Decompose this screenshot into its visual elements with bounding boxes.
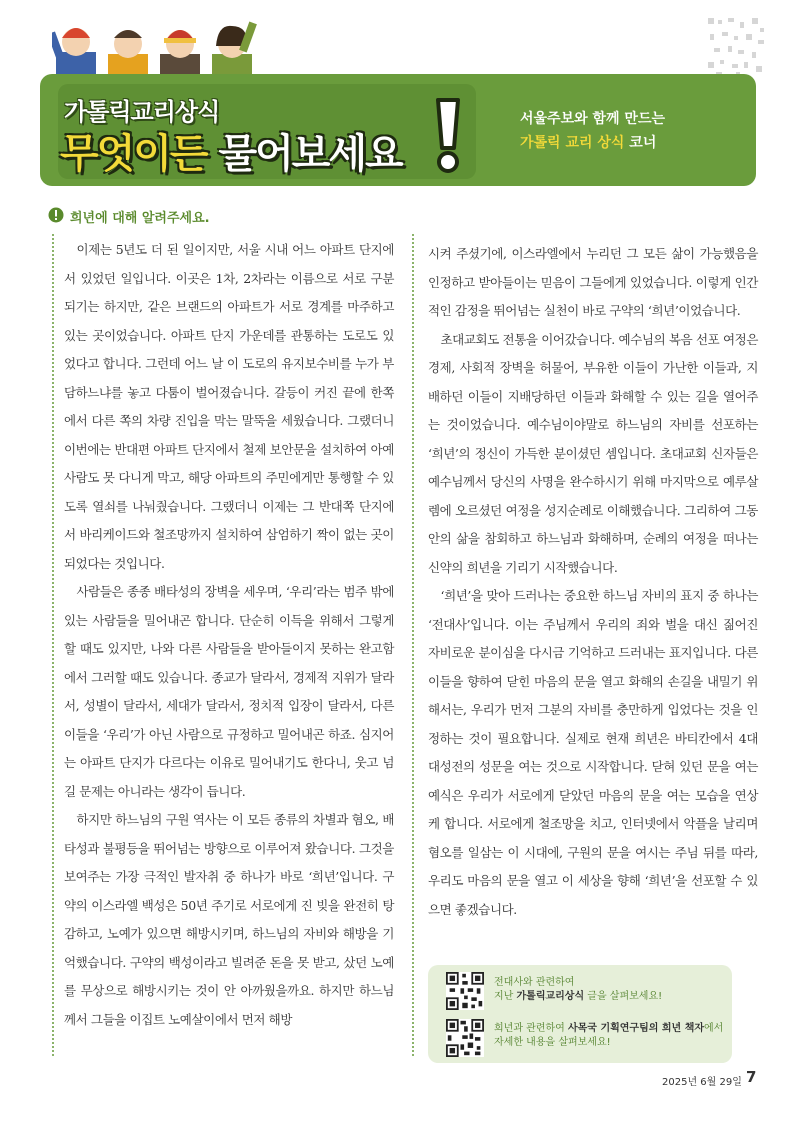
qr-caption-2-line2: 자세한 내용을 살펴보세요! <box>494 1037 611 1048</box>
kids-illustration <box>52 12 258 82</box>
qr-caption-1-pre: 지난 <box>494 991 517 1002</box>
qr-caption-1-line1: 전대사와 관련하여 <box>494 977 575 988</box>
exclamation-icon <box>432 96 464 176</box>
paragraph: 초대교회도 전통을 이어갔습니다. 예수님의 복음 선포 여정은 경제, 사회적 장벽을 허물어, 부유한 이들이 가난한 이들과, 지배하던 이들이 지배당하던 이들과 화해할 수 있는 길을 열어주는 것이었습니다. 예수님이야말로 하느님의 자비를 선포하는 ‘희년’의 정신이 가득한 분이셨던 셈입니다. 초대교회 신자들은 예수님께서 당신의 사명을 완수하시기 위해 마지막으로 예루살렘에 오르셨던 여정을 성지순례로 이해했습니다. 그리하여 그동안의 삶을 참회하고 하느님과 화해하며, 순례의 여정을 떠나는 신약의 희년을 기리기 시작했습니다. <box>428 331 758 575</box>
qr-caption-2 <box>494 1022 723 1050</box>
qr-caption-1 <box>494 976 662 1004</box>
paragraph: 하지만 하느님의 구원 역사는 이 모든 종류의 차별과 혐오, 배타성과 불평등을 뛰어넘는 방향으로 이루어져 왔습니다. 그것을 보여주는 가장 극적인 발자취 중 하나가 바로 ‘희년’입니다. 구약의 이스라엘 백성은 50년 주기로 서로에게 진 빚을 완전히 탕감하고, 노예가 있으면 해방시키며, 하느님의 자비와 해방을 기억했습니다. 구약의 백성이라고 빌려준 돈을 못 받고, 샀던 노예를 무상으로 해방시키는 것이 안 아까웠을까요. 하지만 하느님께서 그들을 이집트 노예살이에서 먼저 해방 <box>64 812 394 1027</box>
issue-date: 2025년 6월 29일 <box>662 1077 742 1088</box>
qr-caption-1-post: 글을 살펴보세요! <box>584 991 663 1002</box>
header-kicker: 가톨릭교리상식 <box>64 98 220 126</box>
paragraph: 시켜 주셨기에, 이스라엘에서 누리던 그 모든 삶이 가능했음을 인정하고 받아들이는 믿음이 그들에게 있었습니다. 이렇게 인간적인 감정을 뛰어넘는 실천이 바로 구약의 ‘희년’이었습니다. <box>428 246 758 318</box>
header-subline-1: 서울주보와 함께 만드는 <box>520 111 665 127</box>
kid-4-icon <box>212 22 257 82</box>
qr-caption-2-post: 에서 <box>704 1023 724 1034</box>
page-number: 7 <box>746 1068 757 1086</box>
qr-caption-2-pre: 희년과 관련하여 <box>494 1023 568 1034</box>
header-title-part2: 물어보세요 <box>206 131 402 177</box>
exclamation-circle-icon <box>48 207 64 223</box>
header-subline-2 <box>520 132 656 152</box>
qr-code-icon[interactable] <box>446 972 484 1010</box>
paragraph: 이제는 5년도 더 된 일이지만, 서울 시내 어느 아파트 단지에서 있었던 일입니다. 이곳은 1차, 2차라는 이름으로 서로 구분되기는 하지만, 같은 브랜드의 아파트가 서로 경계를 마주하고 있는 곳이었습니다. 아파트 단지 가운데를 관통하는 도로도 있었다고 합니다. 그런데 어느 날 이 도로의 유지보수비를 누가 부담하느냐를 놓고 다툼이 벌어졌습니다. 갈등이 커진 끝에 한쪽에서 다른 쪽의 차량 진입을 막는 말뚝을 세웠습니다. 그랬더니 이번에는 반대편 아파트 단지에서 철제 보안문을 설치하여 아예 사람도 못 다니게 막고, 해당 아파트의 주민에게만 통행할 수 있도록 열쇠를 나눠줬습니다. 그랬더니 이제는 그 반대쪽 단지에서 바리케이드와 철조망까지 설치하여 삼엄하기 짝이 없는 곳이 되었다는 것입니다. <box>64 242 394 571</box>
qr-code-top-icon <box>706 16 768 78</box>
column-rule-left <box>52 234 54 1056</box>
header-main-title <box>60 122 402 179</box>
qr-caption-2-bold: 사목국 기획연구팀의 희년 책자 <box>567 1023 705 1034</box>
header-title-part1: 무엇이든 <box>60 131 207 177</box>
question-title: 희년에 대해 알려주세요. <box>70 211 210 226</box>
paragraph: ‘희년’을 맞아 드러나는 중요한 하느님 자비의 표지 중 하나는 ‘전대사’입니다. 이는 주님께서 우리의 죄와 벌을 대신 짊어진 자비로운 분이심을 다시금 기억하고 드러내는 표지입니다. 다른 이들을 향하여 닫힌 마음의 문을 열고 화해의 손길을 내밀기 위해서는, 우리가 먼저 그분의 자비를 충만하게 입었다는 것을 인정하는 것이 필요합니다. 실제로 현재 희년은 바티칸에서 4대 대성전의 성문을 여는 것으로 시작합니다. 닫혀 있던 문을 여는 예식은 우리가 서로에게 닫았던 마음의 문을 여는 모습을 연상케 합니다. 서로에게 철조망을 치고, 인터넷에서 악플을 날리며 혐오를 일삼는 이 시대에, 구원의 문을 여시는 주님 뒤를 따라, 우리도 마음의 문을 열고 이 세상을 향해 ‘희년’을 선포할 수 있으면 좋겠습니다. <box>428 588 758 917</box>
article-column-right <box>428 240 758 924</box>
qr-code-icon[interactable] <box>446 1019 484 1057</box>
column-rule-right <box>412 234 414 1056</box>
header-subline-rest: 코너 <box>624 135 657 151</box>
paragraph: 사람들은 종종 배타성의 장벽을 세우며, ‘우리’라는 범주 밖에 있는 사람들을 밀어내곤 합니다. 단순히 이득을 위해서 그렇게 할 때도 있지만, 나와 다른 사람들을 받아들이지 못하는 완고함에서 그러할 때도 있습니다. 종교가 달라서, 경제적 지위가 달라서, 성별이 달라서, 세대가 달라서, 정치적 입장이 달라서, 다른 이들을 ‘우리’가 아닌 사람으로 규정하고 밀어내곤 하죠. 심지어는 아파트 단지가 다르다는 이유로 밀어내기도 한다니, 웃고 넘길 문제는 아니라는 생각이 듭니다. <box>64 584 394 799</box>
article-column-left <box>64 236 394 1034</box>
qr-caption-1-bold: 가톨릭교리상식 <box>516 991 585 1002</box>
header-subline-highlight: 가톨릭 교리 상식 <box>520 135 625 151</box>
